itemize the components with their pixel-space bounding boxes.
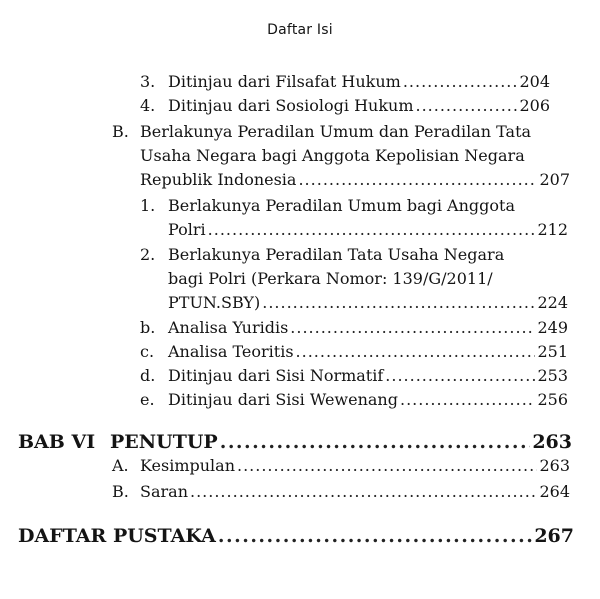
toc-number: B. xyxy=(112,122,129,141)
toc-number: d. xyxy=(140,366,156,385)
toc-entry-saran xyxy=(112,482,570,502)
toc-title: Ditinjau dari Sisi Wewenang xyxy=(168,390,398,409)
toc-page: 204 xyxy=(519,72,550,91)
toc-page: 224 xyxy=(537,293,568,312)
toc-title: Saran xyxy=(140,482,188,501)
toc-title-line: PTUN.SBY) xyxy=(168,293,261,312)
toc-title-line: Republik Indonesia xyxy=(140,170,297,189)
toc-entry-c3 xyxy=(140,72,550,92)
page-header: Daftar Isi xyxy=(267,22,333,38)
dot-leader xyxy=(298,170,537,190)
toc-title-line: Polri xyxy=(168,220,206,239)
toc-number: 3. xyxy=(140,72,156,91)
toc-page: 256 xyxy=(537,390,568,409)
toc-title-line: bagi Polri (Perkara Nomor: 139/G/2011/ xyxy=(168,269,493,288)
toc-page: 263 xyxy=(539,456,570,475)
toc-title: DAFTAR PUSTAKA xyxy=(18,525,216,547)
dot-leader xyxy=(218,524,532,548)
toc-page: 206 xyxy=(519,96,550,115)
toc-last-line xyxy=(168,293,568,313)
dot-leader xyxy=(400,390,535,410)
dot-leader xyxy=(237,456,537,476)
toc-title-line: Berlakunya Peradilan Umum dan Peradilan Tata xyxy=(140,122,532,141)
toc-number: 2. xyxy=(140,245,156,264)
toc-last-line xyxy=(140,170,570,190)
toc-entry-be xyxy=(140,390,568,410)
dot-leader xyxy=(190,482,537,502)
toc-last-line xyxy=(168,220,568,240)
toc-number: 4. xyxy=(140,96,156,115)
dot-leader xyxy=(416,96,518,116)
toc-entry-bd xyxy=(140,366,568,386)
dot-leader xyxy=(296,342,536,362)
toc-page: 267 xyxy=(534,525,574,547)
dot-leader xyxy=(262,293,535,313)
toc-page: 264 xyxy=(539,482,570,501)
toc-entry-pustaka xyxy=(18,524,574,548)
toc-title: Analisa Yuridis xyxy=(168,318,289,337)
toc-page: 251 xyxy=(537,342,568,361)
dot-leader xyxy=(290,318,535,338)
dot-leader xyxy=(220,430,531,454)
toc-title-line: Berlakunya Peradilan Tata Usaha Negara xyxy=(168,245,505,264)
toc-number: 1. xyxy=(140,196,156,215)
toc-number: A. xyxy=(112,456,129,475)
toc-number: c. xyxy=(140,342,155,361)
toc-number: e. xyxy=(140,390,155,409)
toc-number: b. xyxy=(140,318,156,337)
toc-page: 253 xyxy=(537,366,568,385)
toc-entry-a xyxy=(112,456,570,476)
dot-leader xyxy=(403,72,518,92)
toc-page: 207 xyxy=(539,170,570,189)
toc-number: BAB VI xyxy=(18,431,96,453)
toc-entry-bb xyxy=(140,318,568,338)
toc-title-line: Usaha Negara bagi Anggota Kepolisian Negara xyxy=(140,146,525,165)
toc-number: B. xyxy=(112,482,129,501)
toc-title: Ditinjau dari Filsafat Hukum xyxy=(168,72,401,91)
toc-entry-bc xyxy=(140,342,568,362)
toc-title-line: Berlakunya Peradilan Umum bagi Anggota xyxy=(168,196,515,215)
toc-page: 249 xyxy=(537,318,568,337)
dot-leader xyxy=(208,220,536,240)
toc-entry-bab6 xyxy=(18,430,572,454)
toc-entry-c4 xyxy=(140,96,550,116)
toc-page: 263 xyxy=(532,431,572,453)
toc-title: Ditinjau dari Sisi Normatif xyxy=(168,366,384,385)
toc-title: Ditinjau dari Sosiologi Hukum xyxy=(168,96,414,115)
toc-title: Analisa Teoritis xyxy=(168,342,294,361)
dot-leader xyxy=(385,366,535,386)
toc-title: Kesimpulan xyxy=(140,456,235,475)
toc-title: PENUTUP xyxy=(110,431,218,453)
toc-page: 212 xyxy=(537,220,568,239)
